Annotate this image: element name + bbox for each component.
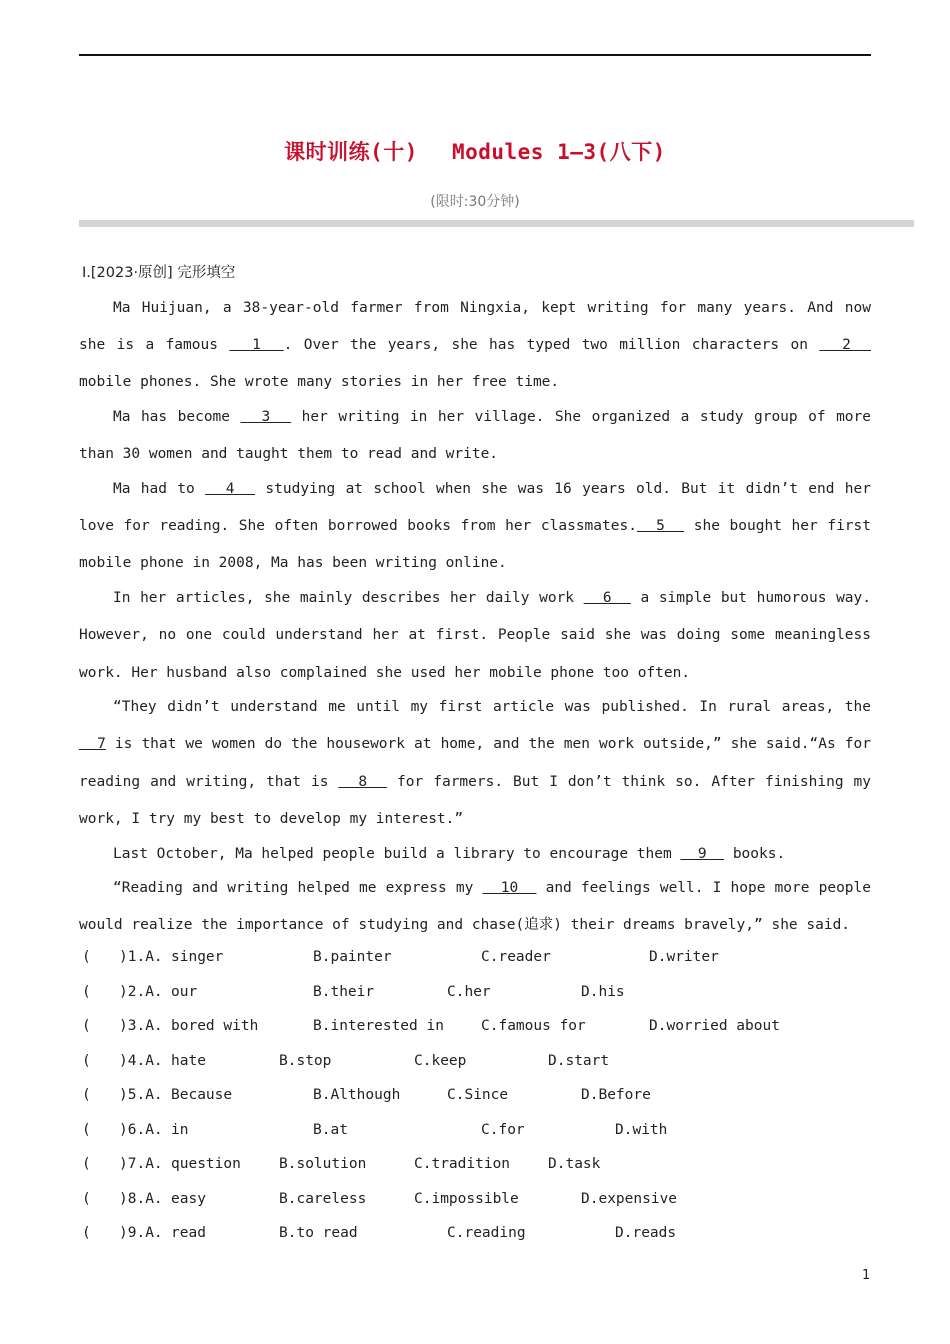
passage-text: and feelings well. I hope more people would realize the importance of studying and chase(追求) their dreams bravely,” she said. — [79, 880, 871, 934]
question-number: )3.A. — [119, 1018, 163, 1034]
question-number: )8.A. — [119, 1190, 163, 1207]
blank-number: 8 — [338, 773, 388, 790]
title-cn: 课时训练(十) — [284, 140, 418, 164]
option-c: C.famous for — [481, 1018, 586, 1034]
blank-number: 7 — [79, 736, 106, 753]
option-b: B.careless — [279, 1190, 367, 1207]
option-c: C.keep — [414, 1052, 467, 1069]
option-a: hate — [171, 1052, 206, 1069]
question-row — [79, 1147, 879, 1182]
cloze-passage — [79, 290, 871, 942]
option-d: D.expensive — [581, 1190, 678, 1207]
option-a: Because — [171, 1087, 233, 1103]
option-b: B.to read — [279, 1225, 358, 1241]
option-d: D.writer — [649, 949, 719, 965]
passage-text: Ma had to — [113, 481, 206, 498]
answer-paren: ( — [82, 1087, 91, 1103]
option-a: singer — [171, 949, 224, 965]
question-row — [79, 1216, 879, 1251]
passage-paragraph — [79, 689, 871, 838]
passage-text: books. — [724, 845, 786, 862]
answer-paren: ( — [82, 1190, 91, 1207]
question-row — [79, 940, 879, 975]
option-c: C.reading — [447, 1225, 526, 1241]
passage-text: Ma Huijuan, a 38-year-old farmer from Ningxia, kept writing for many years. And now she is a famous — [79, 300, 871, 354]
answer-paren: ( — [82, 1225, 91, 1241]
passage-text: In her articles, she mainly describes her daily work — [113, 590, 584, 607]
question-row — [79, 1182, 879, 1217]
top-rule — [79, 54, 871, 56]
option-a: bored with — [171, 1018, 259, 1034]
passage-text: a simple but humorous way. However, no one could understand her at first. People said she was doing some meaningless work. Her husband also complained she used her mobile phone too often. — [79, 590, 871, 681]
option-a: in — [171, 1121, 189, 1138]
passage-text: studying at school when she was 16 years old. But it didn’t end her love for reading. She often borrowed books from her classmates. — [79, 481, 871, 535]
option-d: D.Before — [581, 1087, 651, 1103]
blank-number: 2 — [819, 337, 871, 354]
passage-paragraph — [79, 580, 871, 692]
option-c: C.tradition — [414, 1156, 511, 1172]
option-c: C.her — [447, 983, 491, 1000]
time-limit: (限时:30分钟) — [430, 194, 520, 210]
option-c: C.impossible — [414, 1190, 519, 1207]
title-en: Modules 1—3(八下) — [451, 140, 666, 164]
blank-number: 6 — [583, 590, 631, 607]
passage-text: Last October, Ma helped people build a library to encourage them — [113, 845, 681, 862]
blank-number: 5 — [636, 518, 685, 535]
answer-paren: ( — [82, 1156, 91, 1172]
question-number: )5.A. — [119, 1087, 163, 1103]
option-d: D.start — [548, 1052, 610, 1069]
question-row — [79, 1044, 879, 1079]
answer-paren: ( — [82, 1018, 91, 1034]
passage-text: “Reading and writing helped me express my — [113, 880, 483, 897]
passage-paragraph — [79, 836, 871, 873]
question-number: )1.A. — [119, 949, 163, 965]
passage-text: “They didn’t understand me until my first article was published. In rural areas, the — [113, 699, 871, 716]
passage-paragraph — [79, 471, 871, 583]
question-number: )6.A. — [119, 1121, 163, 1138]
option-c: C.reader — [481, 949, 551, 965]
option-a: our — [171, 983, 198, 1000]
header-divider — [79, 220, 914, 227]
blank-number: 10 — [482, 880, 537, 897]
page-number: 1 — [862, 1268, 871, 1283]
option-d: D.with — [615, 1121, 668, 1138]
passage-text: . Over the years, she has typed two million characters on — [283, 337, 820, 354]
option-a: question — [171, 1156, 241, 1172]
option-b: B.solution — [279, 1156, 367, 1172]
question-number: )2.A. — [119, 983, 163, 1000]
option-c: C.for — [481, 1121, 525, 1138]
question-row — [79, 975, 879, 1010]
option-a: read — [171, 1225, 206, 1241]
page-title — [0, 136, 950, 166]
passage-paragraph — [79, 399, 871, 473]
passage-text: for farmers. But I don’t think so. After finishing my work, I try my best to develop my interest.” — [79, 773, 871, 827]
blank-number: 1 — [229, 337, 284, 354]
option-d: D.task — [548, 1156, 601, 1172]
option-b: B.interested in — [313, 1018, 444, 1034]
question-row — [79, 1113, 879, 1148]
option-b: B.stop — [279, 1052, 332, 1069]
passage-text: is that we women do the housework at home, and the men work outside,” she said.“As for reading and writing, that is — [79, 736, 871, 790]
passage-paragraph — [79, 870, 871, 944]
passage-text: her writing in her village. She organized a study group of more than 30 women and taught them to read and write. — [79, 409, 871, 463]
passage-text: Ma has become — [113, 409, 241, 426]
option-b: B.at — [313, 1121, 348, 1138]
option-b: B.their — [313, 983, 375, 1000]
answer-paren: ( — [82, 949, 91, 965]
option-d: D.worried about — [649, 1018, 780, 1034]
answer-paren: ( — [82, 983, 91, 1000]
passage-paragraph — [79, 290, 871, 402]
blank-number: 3 — [240, 409, 292, 426]
question-row — [79, 1009, 879, 1044]
passage-text: she bought her first mobile phone in 2008, Ma has been writing online. — [79, 518, 871, 572]
blank-number: 4 — [205, 481, 256, 498]
question-number: )7.A. — [119, 1156, 163, 1172]
section-heading: Ⅰ.[2023·原创] 完形填空 — [82, 265, 236, 281]
answer-paren: ( — [82, 1052, 91, 1069]
option-d: D.his — [581, 983, 625, 1000]
option-c: C.Since — [447, 1087, 509, 1103]
option-a: easy — [171, 1190, 206, 1207]
question-row — [79, 1078, 879, 1113]
question-number: )4.A. — [119, 1052, 163, 1069]
option-b: B.Although — [313, 1087, 401, 1103]
passage-text: mobile phones. She wrote many stories in her free time. — [79, 374, 560, 391]
option-d: D.reads — [615, 1225, 677, 1241]
question-number: )9.A. — [119, 1225, 163, 1241]
blank-number: 9 — [680, 845, 725, 862]
answer-paren: ( — [82, 1121, 91, 1138]
question-options — [79, 940, 879, 1251]
option-b: B.painter — [313, 949, 392, 965]
